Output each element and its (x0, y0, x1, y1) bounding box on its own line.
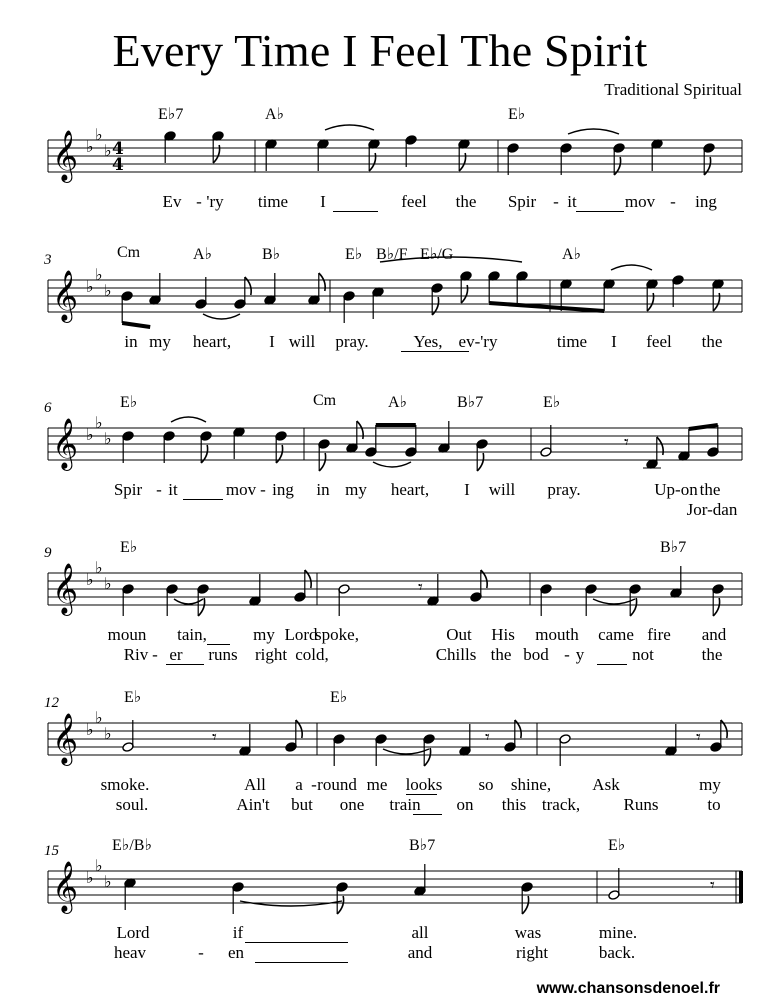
lyric-syllable: heart, (390, 480, 430, 499)
lyric-syllable: right (254, 645, 288, 664)
eighth-flag (319, 453, 325, 471)
flat-icon: ♭ (95, 413, 103, 432)
lyric-syllable: Ain't (236, 795, 270, 814)
lyric-syllable: - (196, 192, 202, 211)
flat-icon: ♭ (86, 277, 94, 296)
staff (0, 252, 780, 382)
note (372, 287, 384, 319)
note (121, 291, 133, 323)
lyric-extender (333, 211, 378, 212)
note (346, 421, 358, 453)
lyric-syllable: will (288, 332, 316, 351)
note (488, 271, 500, 303)
chord-symbol: E♭/G (420, 246, 454, 263)
lyric-syllable: y (575, 645, 585, 664)
treble-clef-icon: 𝄞 (52, 270, 79, 321)
treble-clef-icon: 𝄞 (52, 861, 79, 912)
chord-symbol: B♭7 (409, 837, 436, 854)
flat-icon: ♭ (95, 856, 103, 875)
lyric-syllable: one (339, 795, 365, 814)
lyric-syllable: the (701, 645, 723, 664)
flat-icon: ♭ (104, 281, 112, 300)
lyric-syllable: Yes, (413, 332, 443, 351)
lyric-syllable: came (598, 625, 634, 644)
note (343, 291, 355, 323)
chord-symbol: E♭ (508, 106, 526, 123)
note (336, 882, 348, 914)
lyric-syllable: fire (647, 625, 671, 644)
note (122, 720, 134, 752)
lyric-extender (207, 644, 230, 645)
note (338, 584, 350, 616)
lyric-syllable: not (632, 645, 654, 664)
note (504, 720, 516, 752)
lyric-syllable: His (491, 625, 515, 644)
note (521, 882, 533, 914)
lyric-syllable: feel (401, 192, 427, 211)
lyric-syllable: - (311, 775, 317, 794)
lyric-syllable: time (257, 192, 289, 211)
lyric-syllable: so (478, 775, 494, 794)
lyric-syllable: a (295, 775, 303, 794)
song-title: Every Time I Feel The Spirit (112, 25, 648, 76)
lyric-syllable: round (317, 775, 357, 794)
measure-number: 12 (44, 695, 59, 711)
lyric-syllable: Runs (623, 795, 659, 814)
note (249, 574, 261, 606)
note (308, 273, 320, 305)
note (264, 273, 276, 305)
treble-clef-icon: 𝄞 (52, 713, 79, 764)
note (613, 143, 625, 175)
flat-icon: ♭ (95, 558, 103, 577)
lyric-syllable: ing (695, 192, 717, 211)
lyric-syllable: looks (405, 775, 443, 794)
chord-symbol: A♭ (562, 246, 582, 263)
chord-symbol: E♭ (608, 837, 626, 854)
eighth-rest-icon: 𝄾 (696, 727, 701, 748)
lyric-syllable: shine, (510, 775, 552, 794)
lyric-syllable: I (269, 332, 275, 351)
note (438, 421, 450, 453)
lyric-syllable: my (345, 480, 367, 499)
measure-number: 3 (44, 252, 52, 268)
note (365, 425, 377, 457)
flat-icon: ♭ (86, 425, 94, 444)
note (540, 425, 552, 457)
chord-symbol: E♭ (120, 539, 138, 556)
staff (0, 112, 780, 242)
note (275, 431, 287, 463)
measure-number: 9 (44, 545, 52, 561)
eighth-flag (713, 598, 719, 616)
final-barline (739, 871, 743, 903)
lyric-syllable: Jor-dan (686, 500, 738, 519)
note (670, 566, 682, 598)
lyric-extender (576, 211, 624, 212)
eighth-rest-icon: 𝄾 (624, 432, 629, 453)
note (458, 139, 470, 171)
lyric-syllable: smoke. (100, 775, 150, 794)
note (122, 431, 134, 463)
measure-number: 15 (44, 843, 59, 859)
lyric-syllable: Spir (507, 192, 537, 211)
note (212, 131, 224, 163)
lyric-syllable: train (389, 795, 421, 814)
note (431, 283, 443, 315)
chord-symbol: B♭7 (457, 394, 484, 411)
flat-icon: ♭ (95, 708, 103, 727)
chord-symbol: E♭ (543, 394, 561, 411)
flat-icon: ♭ (104, 429, 112, 448)
lyric-syllable: the (701, 332, 723, 351)
note (285, 720, 297, 752)
chord-symbol: B♭ (262, 246, 281, 263)
lyric-syllable: - (553, 192, 559, 211)
lyric-syllable: on (456, 795, 474, 814)
note (643, 437, 661, 469)
lyric-syllable: I (611, 332, 617, 351)
note (405, 135, 417, 167)
note (459, 724, 471, 756)
chord-symbol: E♭ (330, 689, 348, 706)
chord-symbol: B♭7 (660, 539, 687, 556)
flat-icon: ♭ (95, 265, 103, 284)
lyric-syllable: the (490, 645, 512, 664)
lyric-syllable: all (411, 923, 429, 942)
flat-icon: ♭ (104, 724, 112, 743)
lyric-syllable: bod (523, 645, 549, 664)
time-signature: 4 (112, 155, 124, 175)
eighth-flag (522, 896, 528, 914)
website-footer: www.chansonsdenoel.fr (536, 980, 720, 997)
lyric-extender (166, 664, 204, 665)
lyric-syllable: - (260, 480, 266, 499)
lyric-syllable: er (169, 645, 183, 664)
lyric-syllable: to (707, 795, 721, 814)
flat-icon: ♭ (86, 868, 94, 887)
lyric-syllable: this (501, 795, 527, 814)
measure-number: 6 (44, 400, 52, 416)
lyric-syllable: Out (446, 625, 472, 644)
lyric-extender (245, 942, 348, 943)
lyric-syllable: ev-'ry (458, 332, 498, 351)
tie (383, 749, 429, 754)
tie (373, 462, 411, 467)
lyric-syllable: if (232, 923, 244, 942)
lyric-syllable: mov (624, 192, 656, 211)
lyric-syllable: pray. (547, 480, 581, 499)
flat-icon: ♭ (86, 137, 94, 156)
note (507, 143, 519, 175)
lyric-syllable: Up-on (654, 480, 698, 499)
lyric-syllable: en (227, 943, 245, 962)
chord-symbol: A♭ (193, 246, 213, 263)
note (234, 277, 246, 309)
lyric-syllable: mine. (598, 923, 638, 942)
note (629, 584, 641, 616)
lyric-syllable: in (316, 480, 330, 499)
note (712, 279, 724, 311)
lyric-syllable: back. (598, 943, 636, 962)
lyric-extender (255, 962, 348, 963)
lyric-syllable: in (124, 332, 138, 351)
lyric-syllable: the (455, 192, 477, 211)
lyric-syllable: Riv (123, 645, 149, 664)
note (703, 143, 715, 175)
chord-symbol: B♭/F (376, 246, 408, 263)
lyric-syllable: - (156, 480, 162, 499)
note (710, 720, 722, 752)
chord-symbol: E♭/B♭ (112, 837, 152, 854)
lyric-syllable: heav (113, 943, 147, 962)
lyric-syllable: will (488, 480, 516, 499)
lyric-syllable: All (244, 775, 266, 794)
note (470, 570, 482, 602)
lyric-syllable: Ask (592, 775, 620, 794)
lyric-syllable: Lord (284, 625, 318, 644)
note (333, 734, 345, 766)
note (294, 570, 306, 602)
staff-system (0, 392, 780, 530)
tie (568, 129, 619, 134)
lyric-syllable: tain, (177, 625, 207, 644)
eighth-flag (337, 896, 343, 914)
lyric-syllable: - (564, 645, 570, 664)
chord-symbol: Cm (117, 244, 141, 261)
note (672, 275, 684, 307)
lyric-syllable: and (407, 943, 433, 962)
note (516, 271, 528, 303)
lyric-syllable: but (291, 795, 313, 814)
lyric-extender (406, 794, 437, 795)
note (712, 584, 724, 616)
eighth-rest-icon: 𝄾 (212, 727, 217, 748)
note (317, 139, 329, 171)
lyric-syllable: Lord (116, 923, 150, 942)
note (232, 882, 244, 914)
lyric-syllable: spoke, (315, 625, 359, 644)
staff (0, 545, 780, 675)
lyric-syllable: it (567, 192, 577, 211)
lyric-syllable: pray. (335, 332, 369, 351)
staff-system (0, 244, 780, 382)
staff-system (0, 106, 780, 242)
lyric-syllable: feel (646, 332, 672, 351)
flat-icon: ♭ (95, 125, 103, 144)
note (368, 139, 380, 171)
eighth-rest-icon: 𝄾 (485, 727, 490, 748)
lyric-syllable: ing (272, 480, 294, 499)
lyric-syllable: - (152, 645, 158, 664)
note (149, 273, 161, 305)
lyric-syllable: time (556, 332, 588, 351)
note (559, 734, 571, 766)
note (195, 277, 207, 309)
chord-symbol: A♭ (388, 394, 408, 411)
lyric-syllable: and (701, 625, 727, 644)
chord-symbol: E♭ (345, 246, 363, 263)
lyric-syllable: right (515, 943, 549, 962)
tie (325, 125, 374, 130)
lyric-syllable: my (149, 332, 171, 351)
note (200, 431, 212, 463)
note (233, 427, 245, 459)
lyric-syllable: Ev (162, 192, 182, 211)
staff-system (0, 837, 780, 973)
chord-symbol: Cm (313, 392, 337, 409)
lyric-syllable: track, (541, 795, 581, 814)
lyric-syllable: - (198, 943, 204, 962)
flat-icon: ♭ (86, 570, 94, 589)
note (665, 724, 677, 756)
note (460, 271, 472, 303)
tie (611, 265, 652, 270)
note (239, 724, 251, 756)
lyric-syllable: - (670, 192, 676, 211)
note (476, 439, 488, 471)
lyric-syllable: Spir (113, 480, 143, 499)
note (608, 868, 620, 900)
treble-clef-icon: 𝄞 (52, 418, 79, 469)
note (707, 425, 719, 457)
lyric-syllable: was (514, 923, 542, 942)
note (122, 584, 134, 616)
chord-symbol: E♭ (120, 394, 138, 411)
lyric-syllable: my (253, 625, 275, 644)
lyric-syllable: me (366, 775, 388, 794)
chord-symbol: A♭ (265, 106, 285, 123)
lyric-extender (433, 351, 469, 352)
tie (593, 599, 635, 604)
flat-icon: ♭ (86, 720, 94, 739)
treble-clef-icon: 𝄞 (52, 130, 79, 181)
staff-system (0, 539, 780, 675)
note (423, 734, 435, 766)
note (427, 574, 439, 606)
lyric-syllable: it (168, 480, 178, 499)
lyric-extender (183, 499, 223, 500)
note (414, 864, 426, 896)
lyric-syllable: mov (225, 480, 257, 499)
time-signature: 4 (112, 139, 124, 159)
eighth-rest-icon: 𝄾 (418, 577, 423, 598)
note (163, 431, 175, 463)
composer-credit: Traditional Spiritual (604, 80, 742, 99)
lyric-syllable: the (699, 480, 721, 499)
note (405, 425, 417, 457)
tie (171, 417, 206, 422)
note (318, 439, 330, 471)
note (560, 143, 572, 175)
flat-icon: ♭ (104, 141, 112, 160)
lyric-syllable: heart, (192, 332, 232, 351)
note (540, 584, 552, 616)
note (646, 279, 658, 311)
treble-clef-icon: 𝄞 (52, 563, 79, 614)
lyric-syllable: cold, (295, 645, 329, 664)
note (124, 878, 136, 910)
lyric-extender (597, 664, 627, 665)
staff-system (0, 689, 780, 825)
eighth-rest-icon: 𝄾 (710, 875, 715, 896)
tie (380, 257, 522, 262)
note (603, 279, 615, 311)
lyric-syllable: moun (107, 625, 147, 644)
flat-icon: ♭ (104, 574, 112, 593)
flat-icon: ♭ (104, 872, 112, 891)
note (651, 139, 663, 171)
lyric-extender (413, 814, 442, 815)
staff (0, 400, 780, 530)
lyric-syllable: 'ry (206, 192, 224, 211)
lyric-syllable: I (320, 192, 326, 211)
lyric-syllable: I (464, 480, 470, 499)
chord-symbol: E♭7 (158, 106, 184, 123)
tie (203, 314, 240, 319)
lyric-syllable: my (699, 775, 721, 794)
lyric-syllable: Chills (435, 645, 477, 664)
note (265, 139, 277, 171)
lyric-syllable: runs (208, 645, 238, 664)
beam (122, 323, 150, 327)
eighth-flag (477, 453, 483, 471)
note (678, 429, 690, 461)
lyric-syllable: soul. (115, 795, 149, 814)
chord-symbol: E♭ (124, 689, 142, 706)
lyric-syllable: mouth (535, 625, 579, 644)
note (164, 131, 176, 163)
